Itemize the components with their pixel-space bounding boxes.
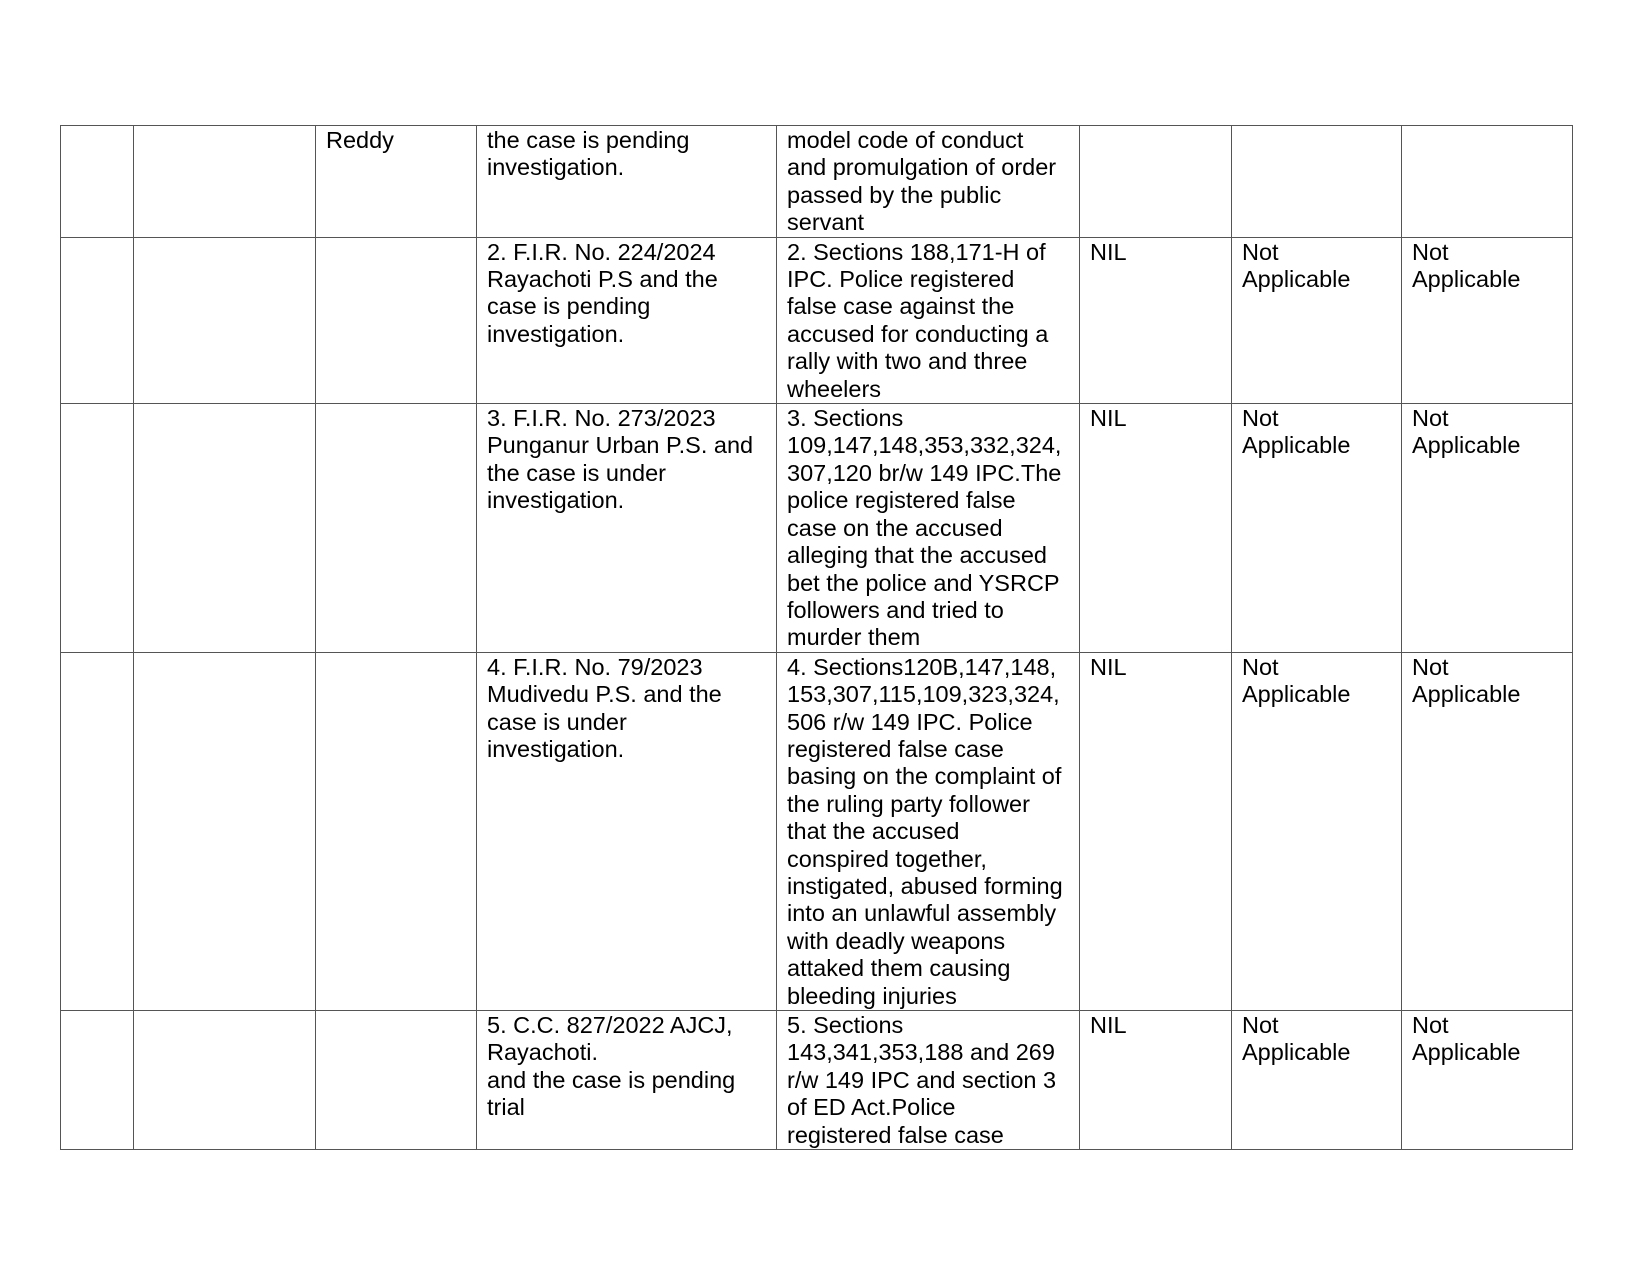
court-order-text: Not Applicable: [1242, 405, 1351, 459]
sections-cell: [777, 404, 1080, 653]
table-row: [61, 1011, 1573, 1150]
appeal-text: Not Applicable: [1412, 405, 1521, 459]
sections-text: model code of conduct and promulgation of order passed by the public servant: [787, 127, 1057, 236]
case-details-cell: [477, 237, 777, 403]
candidate-cell: [134, 404, 316, 653]
sections-cell: [777, 1011, 1080, 1150]
table-row: [61, 237, 1573, 403]
sections-text: 3. Sections 109,147,148,353,332,324, 307,120 br/w 149 IPC.The police registered false case on the accused alleging that the accused bet the police and YSRCP followers and tried to murder them: [787, 405, 1062, 651]
appeal-text: Not Applicable: [1412, 653, 1521, 708]
conviction-text: NIL: [1090, 653, 1127, 680]
court-order-cell: [1232, 404, 1402, 653]
candidate-cell: [134, 652, 316, 1010]
candidate-cell: [134, 1011, 316, 1150]
appeal-cell: [1402, 404, 1573, 653]
name-cell: [316, 237, 477, 403]
name-cell: [316, 404, 477, 653]
court-order-cell: [1232, 237, 1402, 403]
case-details-text: 3. F.I.R. No. 273/2023 Punganur Urban P.S. and the case is under investigation.: [487, 405, 754, 514]
case-details-text: the case is pending investigation.: [487, 127, 690, 181]
sections-cell: [777, 652, 1080, 1010]
case-details-cell: [477, 652, 777, 1010]
candidate-cell: [134, 237, 316, 403]
conviction-cell: [1080, 237, 1232, 403]
conviction-cell: [1080, 126, 1232, 238]
serial-number-cell: [61, 652, 134, 1010]
appeal-cell: [1402, 652, 1573, 1010]
court-order-text: Not Applicable: [1242, 238, 1351, 293]
conviction-cell: [1080, 1011, 1232, 1150]
court-order-cell: [1232, 1011, 1402, 1150]
sections-text: 4. Sections120B,147,148, 153,307,115,109,323,324, 506 r/w 149 IPC. Police registered false case basing on the complaint of the ruling party follower that the accused conspired together, instigated, abused forming into an unlawful assembly with deadly weapons attaked them causing bleeding injuries: [787, 653, 1063, 1009]
appeal-text: Not Applicable: [1412, 238, 1521, 293]
conviction-cell: [1080, 404, 1232, 653]
sections-cell: [777, 126, 1080, 238]
sections-text: 5. Sections 143,341,353,188 and 269 r/w 149 IPC and section 3 of ED Act.Police registered false case: [787, 1012, 1057, 1148]
name-cell: [316, 652, 477, 1010]
table-row: [61, 404, 1573, 653]
conviction-text: NIL: [1090, 1012, 1127, 1038]
appeal-cell: [1402, 1011, 1573, 1150]
criminal-cases-table: [60, 125, 1573, 1150]
appeal-cell: [1402, 237, 1573, 403]
name-cell: [316, 126, 477, 238]
case-details-cell: [477, 126, 777, 238]
serial-number-cell: [61, 126, 134, 238]
sections-text: 2. Sections 188,171-H of IPC. Police registered false case against the accused for conducting a rally with two and three wheelers: [787, 238, 1049, 402]
court-order-text: Not Applicable: [1242, 653, 1351, 708]
case-details-cell: [477, 404, 777, 653]
conviction-text: NIL: [1090, 238, 1127, 265]
candidate-cell: [134, 126, 316, 238]
conviction-text: NIL: [1090, 405, 1127, 432]
conviction-cell: [1080, 652, 1232, 1010]
serial-number-cell: [61, 237, 134, 403]
court-order-text: Not Applicable: [1242, 1012, 1351, 1066]
case-details-text: 4. F.I.R. No. 79/2023 Mudivedu P.S. and the case is under investigation.: [487, 653, 722, 762]
table-row: [61, 652, 1573, 1010]
case-details-text: 5. C.C. 827/2022 AJCJ, Rayachoti. and the case is pending trial: [487, 1012, 736, 1121]
case-details-cell: [477, 1011, 777, 1150]
appeal-cell: [1402, 126, 1573, 238]
court-order-cell: [1232, 652, 1402, 1010]
table-row: [61, 126, 1573, 238]
case-details-text: 2. F.I.R. No. 224/2024 Rayachoti P.S and the case is pending investigation.: [487, 238, 718, 347]
court-order-cell: [1232, 126, 1402, 238]
name-cell: [316, 1011, 477, 1150]
name-text: Reddy: [326, 127, 394, 153]
serial-number-cell: [61, 404, 134, 653]
appeal-text: Not Applicable: [1412, 1012, 1521, 1066]
sections-cell: [777, 237, 1080, 403]
serial-number-cell: [61, 1011, 134, 1150]
